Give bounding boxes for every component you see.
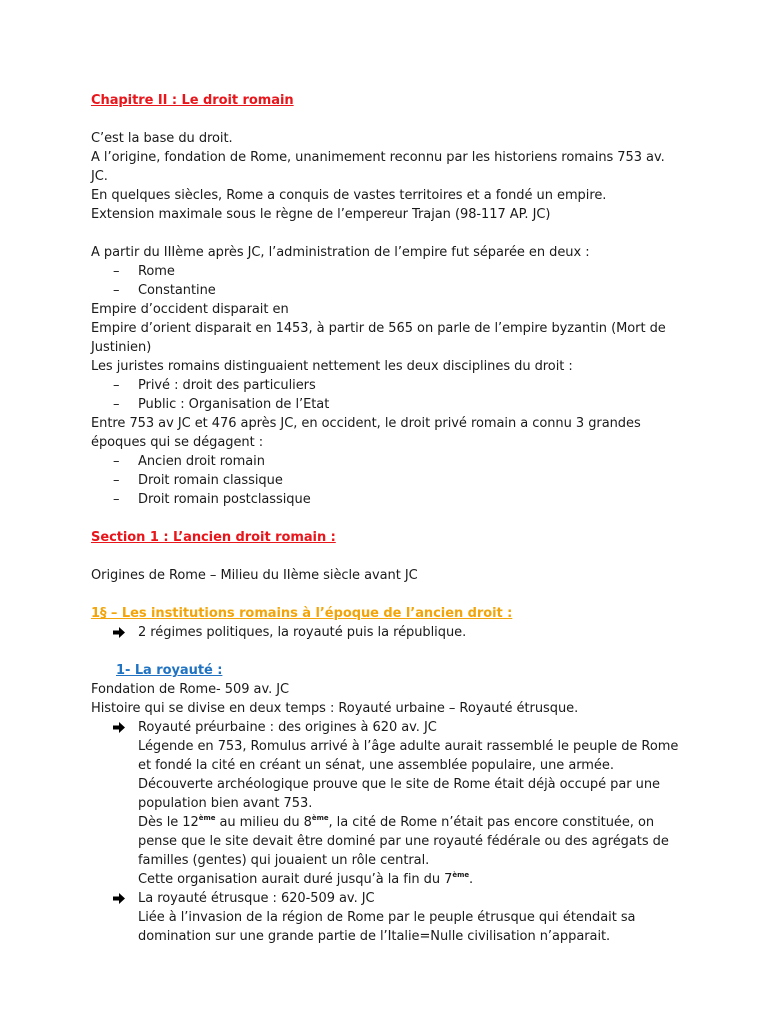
list-item: – Droit romain postclassique <box>113 492 311 507</box>
paragraph-line: Dès le 12ème au milieu du 8ème, la cité de Rome n’était pas encore constituée, on <box>138 814 655 830</box>
paragraph-line: Légende en 753, Romulus arrivé à l’âge adulte aurait rassemblé le peuple de Rome <box>138 739 679 754</box>
arrow-list-item: La royauté étrusque : 620-509 av. JC <box>91 889 691 908</box>
paragraph-line: domination sur une grande partie de l’Italie=Nulle civilisation n’apparait. <box>138 929 611 944</box>
paragraph-line: Entre 753 av JC et 476 après JC, en occident, le droit privé romain a connu 3 grandes <box>91 416 641 431</box>
list-item: – Privé : droit des particuliers <box>113 378 316 393</box>
paragraph-line: Justinien) <box>91 340 152 355</box>
paragraph-line: JC. <box>91 169 108 184</box>
paragraph-line: époques qui se dégagent : <box>91 435 264 450</box>
paragraph-line: Empire d’orient disparait en 1453, à partir de 565 on parle de l’empire byzantin (Mort de <box>91 321 666 336</box>
arrow-right-icon <box>113 722 125 733</box>
dash-bullet: – <box>113 473 120 488</box>
paragraph-line: Extension maximale sous le règne de l’empereur Trajan (98-117 AP. JC) <box>91 207 551 222</box>
spacer <box>91 585 691 604</box>
subsection-title: 1§ – Les institutions romains à l’époque de l’ancien droit : <box>91 606 513 621</box>
list-item: – Droit romain classique <box>113 473 283 488</box>
dash-bullet: – <box>113 397 120 412</box>
dash-bullet: – <box>113 378 120 393</box>
paragraph-line: pense que le site devait être dominé par une royauté fédérale ou des agrégats de <box>138 834 669 849</box>
section-title: Section 1 : L’ancien droit romain : <box>91 530 336 545</box>
arrow-list-item: 2 régimes politiques, la royauté puis la république. <box>91 623 691 642</box>
spacer <box>91 642 691 661</box>
arrow-right-icon <box>113 893 125 904</box>
dash-bullet: – <box>113 283 120 298</box>
paragraph-line: Fondation de Rome- 509 av. JC <box>91 682 290 697</box>
spacer <box>91 547 691 566</box>
paragraph-line: C’est la base du droit. <box>91 131 233 146</box>
paragraph-line: population bien avant 753. <box>138 796 313 811</box>
list-item: – Ancien droit romain <box>113 454 265 469</box>
arrow-list-item: Royauté préurbaine : des origines à 620 av. JC <box>91 718 691 737</box>
spacer <box>91 224 691 243</box>
paragraph-line: En quelques siècles, Rome a conquis de vastes territoires et a fondé un empire. <box>91 188 607 203</box>
paragraph-line: Cette organisation aurait duré jusqu’à la fin du 7ème. <box>138 871 474 887</box>
list-item: – Public : Organisation de l’Etat <box>113 397 330 412</box>
numbered-heading: 1- La royauté : <box>116 663 223 678</box>
dash-bullet: – <box>113 492 120 507</box>
paragraph-line: Les juristes romains distinguaient nettement les deux disciplines du droit : <box>91 359 573 374</box>
paragraph-line: A partir du IIIème après JC, l’administration de l’empire fut séparée en deux : <box>91 245 590 260</box>
arrow-right-icon <box>113 627 125 638</box>
paragraph-line: Liée à l’invasion de la région de Rome par le peuple étrusque qui étendait sa <box>138 910 636 925</box>
paragraph-line: et fondé la cité en créant un sénat, une assemblée populaire, une armée. <box>138 758 614 773</box>
paragraph-line: Origines de Rome – Milieu du IIème siècle avant JC <box>91 568 418 583</box>
document-page <box>91 91 691 946</box>
list-item: – Constantine <box>113 283 216 298</box>
list-item: – Rome <box>113 264 175 279</box>
dash-bullet: – <box>113 454 120 469</box>
paragraph-line: A l’origine, fondation de Rome, unanimement reconnu par les historiens romains 753 av. <box>91 150 665 165</box>
spacer <box>91 110 691 129</box>
paragraph-line: Histoire qui se divise en deux temps : Royauté urbaine – Royauté étrusque. <box>91 701 579 716</box>
paragraph-line: Empire d’occident disparait en <box>91 302 289 317</box>
paragraph-line: familles (gentes) qui jouaient un rôle central. <box>138 853 430 868</box>
spacer <box>91 509 691 528</box>
paragraph-line: Découverte archéologique prouve que le site de Rome était déjà occupé par une <box>138 777 660 792</box>
chapter-title: Chapitre II : Le droit romain <box>91 93 294 108</box>
dash-bullet: – <box>113 264 120 279</box>
